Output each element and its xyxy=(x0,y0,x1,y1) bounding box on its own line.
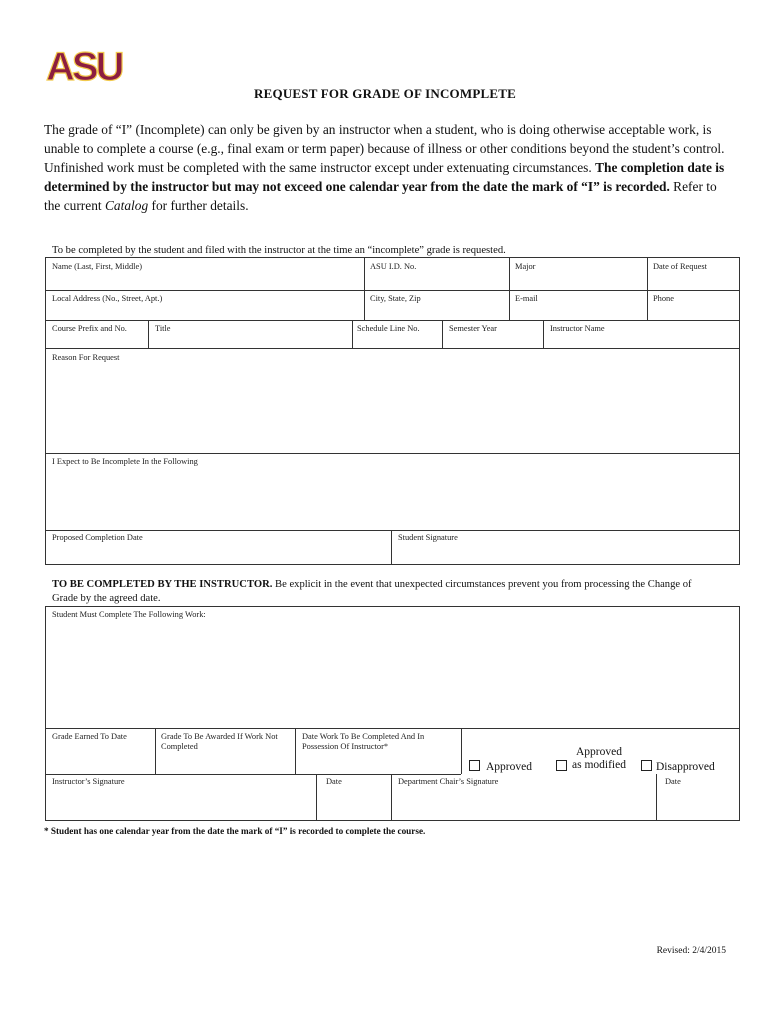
form-title: REQUEST FOR GRADE OF INCOMPLETE xyxy=(254,86,516,101)
proposed-date-field[interactable]: Proposed Completion Date xyxy=(52,533,143,542)
intro-bold-text: The completion date is determined by the instructor but may not exceed one calendar year from the date the mark of “I” is recorded. xyxy=(44,160,725,194)
instructor-name-field[interactable]: Instructor Name xyxy=(550,324,605,333)
intro-tail-end: for further details. xyxy=(151,198,249,213)
chair-signature-field[interactable]: Department Chair’s Signature xyxy=(398,777,499,786)
approved-modified-checkbox[interactable] xyxy=(556,760,567,771)
instructor-heading-bold: TO BE COMPLETED BY THE INSTRUCTOR. xyxy=(52,579,273,590)
date-work-field[interactable]: Date Work To Be Completed And In Possession Of Instructor* xyxy=(302,732,425,751)
course-title-field[interactable]: Title xyxy=(155,324,171,333)
approved-modified-line1: Approved xyxy=(575,746,622,758)
instructor-form-box xyxy=(45,606,740,821)
instructor-signature-field[interactable]: Instructor’s Signature xyxy=(52,777,125,786)
student-signature-field[interactable]: Student Signature xyxy=(398,533,458,542)
instructor-date-field[interactable]: Date xyxy=(326,777,342,786)
svg-text:ASU: ASU xyxy=(46,45,122,86)
grade-awarded-field[interactable]: Grade To Be Awarded If Work Not Completed xyxy=(161,732,278,751)
intro-catalog: Catalog xyxy=(104,198,149,213)
local-address-field[interactable]: Local Address (No., Street, Apt.) xyxy=(52,294,163,303)
disapproved-checkbox[interactable] xyxy=(641,760,652,771)
schedule-line-field[interactable]: Schedule Line No. xyxy=(357,324,420,333)
chair-date-field[interactable]: Date xyxy=(665,777,681,786)
student-section-note: To be completed by the student and filed with the instructor at the time an “incomplete” grade is requested. xyxy=(52,245,506,256)
name-field[interactable]: Name (Last, First, Middle) xyxy=(52,262,143,271)
instructor-section-heading xyxy=(52,578,712,606)
intro-tail: Refer to the current xyxy=(44,179,717,213)
major-field[interactable]: Major xyxy=(515,262,536,271)
reason-field[interactable]: Reason For Request xyxy=(52,353,120,362)
revised-date: Revised: 2/4/2015 xyxy=(656,946,726,956)
intro-paragraph xyxy=(44,120,734,215)
intro-text: The grade of “I” (Incomplete) can only be given by an instructor when a student, who is doing otherwise acceptable work, is unable to complete a course (e.g., final exam or term paper) because of illness or other conditions beyond the student’s control. Unfinished work must be completed with the same instructor except under extenuating circumstances. xyxy=(44,122,725,175)
grade-earned-field[interactable]: Grade Earned To Date xyxy=(52,732,127,741)
expect-incomplete-field[interactable]: I Expect to Be Incomplete In the Following xyxy=(52,457,198,466)
date-of-request-field[interactable]: Date of Request xyxy=(653,262,707,271)
semester-year-field[interactable]: Semester Year xyxy=(449,324,497,333)
disapproved-label: Disapproved xyxy=(656,761,715,773)
footnote: * Student has one calendar year from the date the mark of “I” is recorded to complete the course. xyxy=(44,826,426,836)
instructor-heading-text: Be explicit in the event that unexpected circumstances prevent you from processing the Change of Grade by the agreed date. xyxy=(52,579,692,604)
approved-checkbox[interactable] xyxy=(469,760,480,771)
approved-modified-line2: as modified xyxy=(572,759,626,771)
approved-label: Approved xyxy=(486,761,532,773)
city-state-zip-field[interactable]: City, State, Zip xyxy=(370,294,421,303)
phone-field[interactable]: Phone xyxy=(653,294,674,303)
must-complete-field[interactable]: Student Must Complete The Following Work: xyxy=(52,610,206,619)
course-prefix-field[interactable]: Course Prefix and No. xyxy=(52,324,127,333)
asu-id-field[interactable]: ASU I.D. No. xyxy=(370,262,417,271)
email-field[interactable]: E-mail xyxy=(515,294,538,303)
approved-modified-label xyxy=(572,746,626,772)
asu-logo xyxy=(44,42,132,86)
